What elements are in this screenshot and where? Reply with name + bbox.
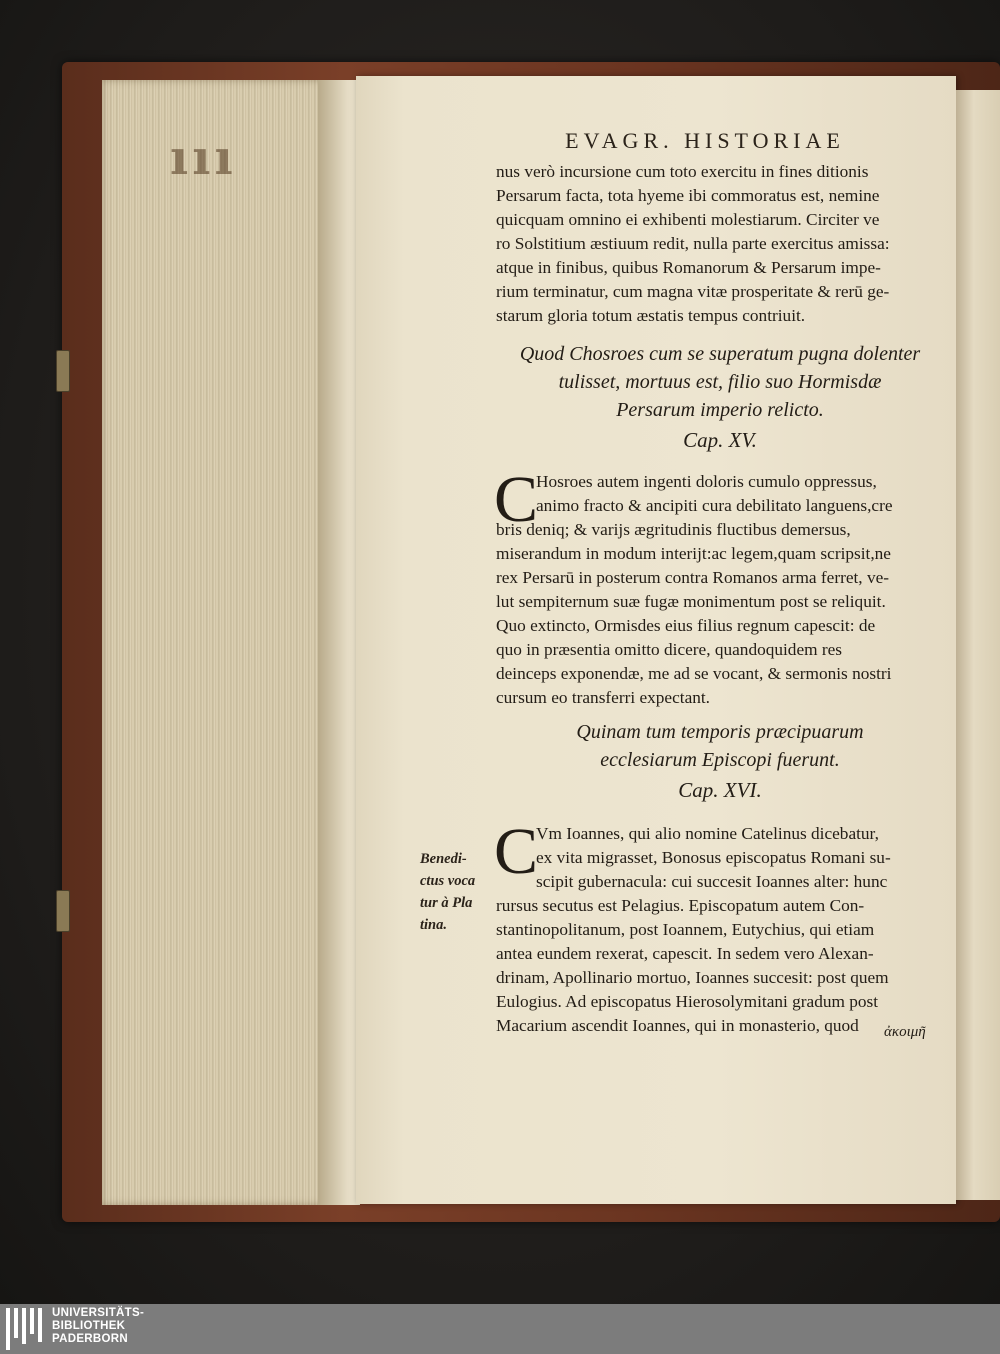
text-line: scipit gubernacula: cui succesit Ioannes alter: hunc <box>536 872 888 891</box>
margin-note-line: tur à Pla <box>420 895 473 911</box>
text-line: atque in finibus, quibus Romanorum & Persarum impe- <box>496 258 881 277</box>
heading-lines <box>496 718 944 774</box>
text-line: stantinopolitanum, post Ioannem, Eutychius, qui etiam <box>496 920 875 939</box>
shelf-mark-stain: ııı <box>170 130 237 186</box>
library-name-line: BIBLIOTHEK <box>52 1320 126 1332</box>
margin-note <box>420 848 490 936</box>
text-line: deinceps exponendæ, me ad se vocant, & sermonis nostri <box>496 664 892 683</box>
heading-line: Quod Chosroes cum se superatum pugna dolenter <box>519 343 921 365</box>
library-name <box>52 1307 144 1346</box>
chapter-heading-16 <box>496 718 944 804</box>
paragraph-2 <box>494 463 944 710</box>
text-line: quo in præsentia omitto dicere, quandoquidem res <box>496 640 843 659</box>
library-logo-icon <box>6 1308 46 1350</box>
catchword: ἀκοιμῆ <box>884 1024 926 1040</box>
text-line: ro Solstitium æstiuum redit, nulla parte exercitus amissa: <box>496 234 890 253</box>
chapter-number: Cap. XV. <box>683 428 757 452</box>
footer-bar <box>0 1304 1000 1354</box>
heading-line: Quinam tum temporis præcipuarum <box>576 721 864 743</box>
text-line: miserandum in modum interijt:ac legem,quam scripsit,ne <box>496 544 891 563</box>
next-page-edge <box>956 90 1000 1200</box>
chapter-heading-15 <box>496 340 944 454</box>
heading-lines <box>496 340 944 424</box>
paragraph-1 <box>496 160 944 328</box>
text-line: quicquam omnino ei exhibenti molestiarum. Circiter ve <box>496 210 880 229</box>
margin-note-line: tina. <box>420 917 447 933</box>
text-line: nus verò incursione cum toto exercitu in fines ditionis <box>496 162 869 181</box>
text-line: starum gloria totum æstatis tempus contriuit. <box>496 306 806 325</box>
drop-cap: C <box>494 463 539 536</box>
clasp-hinge <box>56 890 70 932</box>
text-line: Persarum facta, tota hyeme ibi commoratus est, nemine <box>496 186 880 205</box>
heading-line: Persarum imperio relicto. <box>616 399 824 421</box>
text-line: antea eundem rexerat, capescit. In sedem vero Alexan- <box>496 944 874 963</box>
text-line: Vm Ioannes, qui alio nomine Catelinus dicebatur, <box>536 824 879 843</box>
text-line: rex Persarū in posterum contra Romanos arma ferret, ve- <box>496 568 890 587</box>
left-page-block <box>102 80 324 1205</box>
text-line: drinam, Apollinario mortuo, Ioannes succesit: post quem <box>496 968 889 987</box>
text-line: bris deniq; & varijs ægritudinis fluctibus demersus, <box>496 520 851 539</box>
text-line: rium terminatur, cum magna vitæ prosperitate & rerū ge- <box>496 282 890 301</box>
drop-cap: C <box>494 815 539 888</box>
clasp-hinge <box>56 350 70 392</box>
running-head: EVAGR. HISTORIAE <box>565 128 845 153</box>
chapter-number: Cap. XVI. <box>678 778 762 802</box>
text-line: lut sempiternum suæ fugæ monimentum post se reliquit. <box>496 592 886 611</box>
paragraph-3 <box>494 815 944 1038</box>
text-line: animo fracto & ancipiti cura debilitato languens,cre <box>536 496 893 515</box>
margin-note-line: Benedi- <box>420 851 467 867</box>
library-name-line: PADERBORN <box>52 1333 128 1345</box>
heading-line: tulisset, mortuus est, filio suo Hormisdæ <box>558 371 882 393</box>
text-line: rursus secutus est Pelagius. Episcopatum autem Con- <box>496 896 865 915</box>
text-line: Macarium ascendit Ioannes, qui in monasterio, quod <box>496 1016 859 1035</box>
text-line: Eulogius. Ad episcopatus Hierosolymitani gradum post <box>496 992 879 1011</box>
margin-note-line: ctus voca <box>420 873 476 889</box>
library-name-line: UNIVERSITÄTS- <box>52 1307 145 1319</box>
text-line: Quo extincto, Ormisdes eius filius regnum capescit: de <box>496 616 876 635</box>
heading-line: ecclesiarum Episcopi fuerunt. <box>600 749 840 771</box>
gutter <box>318 80 360 1205</box>
text-line: Hosroes autem ingenti doloris cumulo oppressus, <box>536 472 877 491</box>
text-line: cursum eo transferri expectant. <box>496 688 710 707</box>
text-line: ex vita migrasset, Bonosus episcopatus Romani su- <box>536 848 891 867</box>
